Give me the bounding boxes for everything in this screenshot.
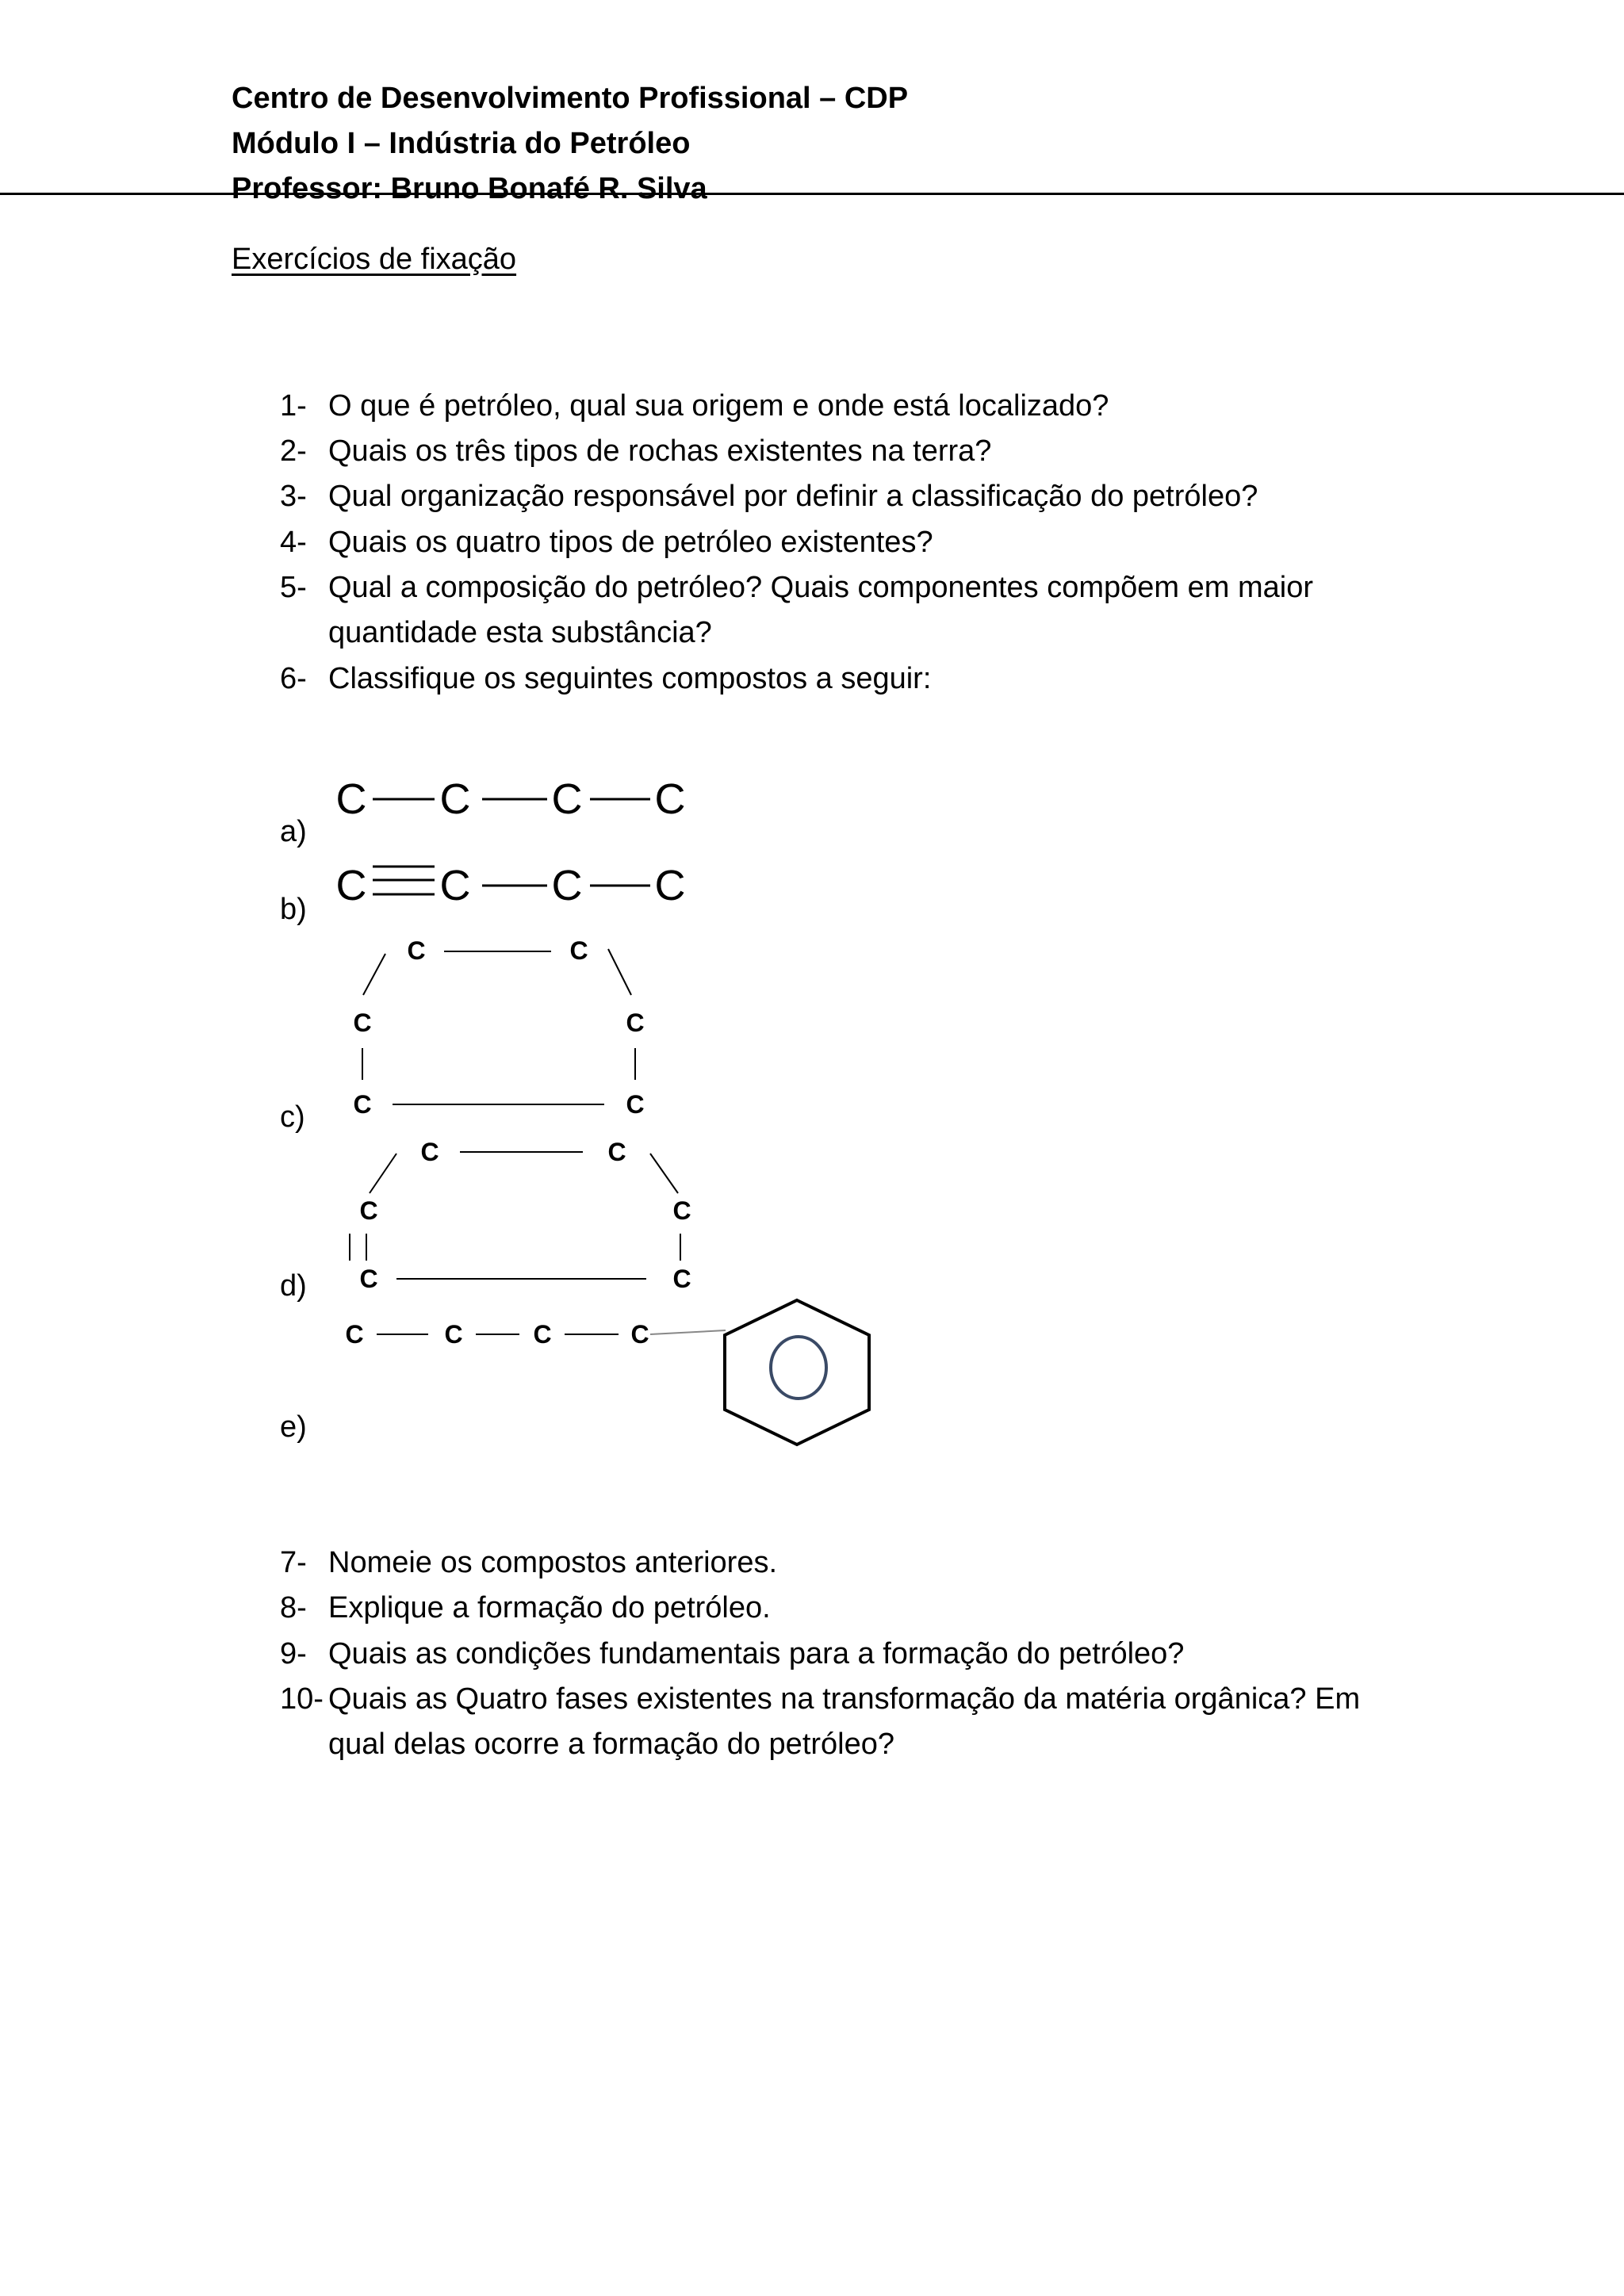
section-title: Exercícios de fixação [232,243,517,276]
atom-a1: C [335,775,367,823]
benzene-ring [725,1300,869,1445]
question-number: 3- [280,480,307,513]
atom-c6: C [626,1090,645,1119]
question-text: Nomeie os compostos anteriores. [328,1546,778,1579]
label-e: e) [280,1410,307,1444]
atom-d6: C [672,1265,691,1293]
question-number: 5- [280,571,307,604]
atom-d3: C [359,1196,378,1225]
atom-c5: C [353,1090,372,1119]
atom-a2: C [439,775,471,823]
question-number: 7- [280,1546,307,1579]
atom-d2: C [607,1138,626,1166]
compound-c-bonds [362,949,635,1104]
atom-d4: C [672,1196,691,1225]
atom-d1: C [420,1138,439,1166]
atom-b2: C [439,862,471,909]
question-number: 9- [280,1637,307,1670]
header-institution: Centro de Desenvolvimento Profissional – CDP [232,82,909,115]
question-text: Classifique os seguintes compostos a seguir: [328,662,932,695]
atom-e2: C [444,1320,463,1349]
atom-a3: C [551,775,583,823]
atom-c1: C [407,936,426,965]
atom-b3: C [551,862,583,909]
label-d: d) [280,1269,307,1303]
question-number: 8- [280,1591,307,1624]
atom-b4: C [654,862,686,909]
atom-c4: C [626,1008,645,1037]
atom-e4: C [630,1320,649,1349]
label-b: b) [280,893,307,926]
question-text: Quais as Quatro fases existentes na transformação da matéria orgânica? Em [328,1682,1361,1716]
question-text: Explique a formação do petróleo. [328,1591,771,1624]
atom-b1: C [335,862,367,909]
atom-e1: C [345,1320,364,1349]
atom-c2: C [569,936,588,965]
question-text: Quais os três tipos de rochas existentes na terra? [328,434,992,468]
compound-d-bonds [350,1152,680,1279]
question-number: 10- [280,1682,324,1716]
question-text: Quais os quatro tipos de petróleo existentes? [328,526,933,559]
header-professor: Professor: Bruno Bonafé R. Silva [232,172,707,205]
compound-b-bonds [373,867,650,894]
question-text: qual delas ocorre a formação do petróleo? [328,1728,895,1761]
question-number: 4- [280,526,307,559]
atom-e3: C [533,1320,552,1349]
aromatic-circle [771,1337,826,1399]
question-text: quantidade esta substância? [328,616,712,649]
atom-a4: C [654,775,686,823]
label-a: a) [280,815,307,848]
question-text: Qual organização responsável por definir a classificação do petróleo? [328,480,1258,513]
question-text: O que é petróleo, qual sua origem e onde está localizado? [328,389,1109,423]
question-number: 1- [280,389,307,423]
atom-c3: C [353,1008,372,1037]
question-number: 2- [280,434,307,468]
header-module: Módulo I – Indústria do Petróleo [232,127,691,160]
question-number: 6- [280,662,307,695]
question-text: Quais as condições fundamentais para a formação do petróleo? [328,1637,1185,1670]
question-text: Qual a composição do petróleo? Quais componentes compõem em maior [328,571,1313,604]
label-c: c) [280,1100,305,1134]
atom-d5: C [359,1265,378,1293]
